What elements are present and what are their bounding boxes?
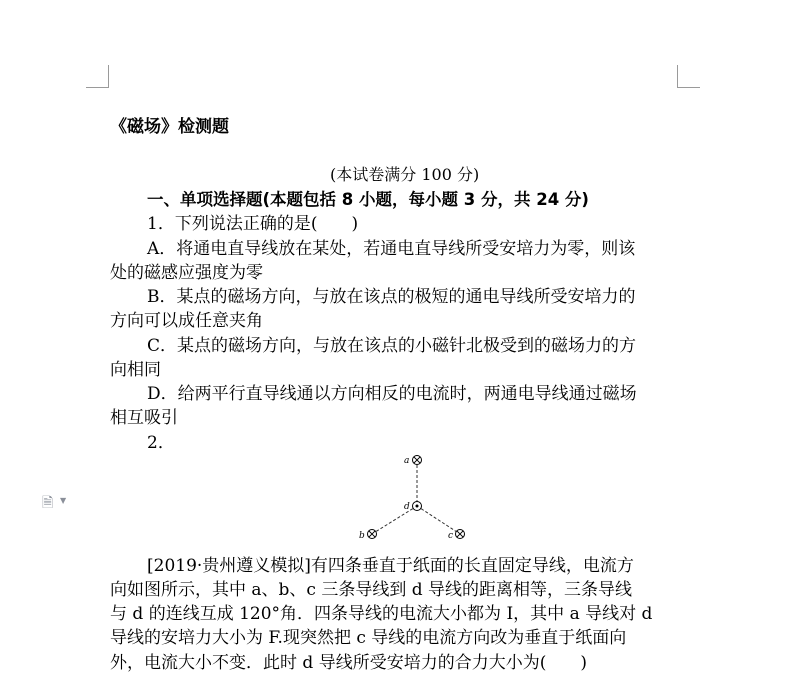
chevron-down-icon[interactable]: ▼: [60, 496, 67, 505]
crop-mark-top-left: [86, 65, 109, 88]
dashed-line-c-d: [417, 506, 460, 534]
label-b: b: [359, 531, 365, 541]
option-a: A．将通电直导线放在某处，若通电直导线所受安培力为零，则该: [147, 239, 636, 259]
document-icon[interactable]: 🗎: [42, 495, 54, 511]
question-2-line-5: 外，电流大小不变．此时 d 导线所受安培力的合力大小为( ): [110, 653, 587, 673]
option-b-continued: 方向可以成任意夹角: [110, 311, 263, 331]
label-c: c: [448, 531, 454, 541]
question-1-stem: 1．下列说法正确的是( ): [147, 214, 359, 234]
option-b: B．某点的磁场方向，与放在该点的极短的通电导线所受安培力的: [147, 287, 636, 307]
label-d: d: [404, 502, 410, 512]
wire-diagram: [350, 448, 480, 548]
option-d-continued: 相互吸引: [110, 408, 178, 428]
wire-a-into-page-icon: [413, 456, 422, 465]
page-title: 《磁场》检测题: [110, 117, 229, 137]
label-a: a: [404, 456, 410, 466]
question-2-line-2: 向如图所示，其中 a、b、c 三条导线到 d 导线的距离相等，三条导线: [110, 580, 633, 600]
wire-b-into-page-icon: [368, 530, 377, 539]
question-2-line-3: 与 d 的连线互成 120°角．四条导线的电流大小都为 I，其中 a 导线对 d: [110, 604, 653, 624]
wire-d-out-of-page-icon: [413, 502, 422, 511]
wire-c-into-page-icon: [456, 530, 465, 539]
option-a-continued: 处的磁感应强度为零: [110, 263, 263, 283]
option-d: D．给两平行直导线通以方向相反的电流时，两通电导线通过磁场: [147, 384, 637, 404]
question-2-number: 2．: [147, 433, 175, 453]
question-2-line-1: [2019·贵州遵义模拟]有四条垂直于纸面的长直固定导线，电流方: [147, 556, 634, 576]
option-c: C．某点的磁场方向，与放在该点的小磁针北极受到的磁场力的方: [147, 336, 637, 356]
section-heading: 一、单项选择题(本题包括 8 小题，每小题 3 分，共 24 分): [147, 190, 589, 209]
dashed-line-b-d: [372, 506, 417, 534]
score-note: (本试卷满分 100 分): [330, 165, 480, 184]
question-2-line-4: 导线的安培力大小为 F.现突然把 c 导线的电流方向改为垂直于纸面向: [110, 628, 627, 648]
option-c-continued: 向相同: [110, 360, 161, 380]
crop-mark-top-right: [677, 65, 700, 88]
